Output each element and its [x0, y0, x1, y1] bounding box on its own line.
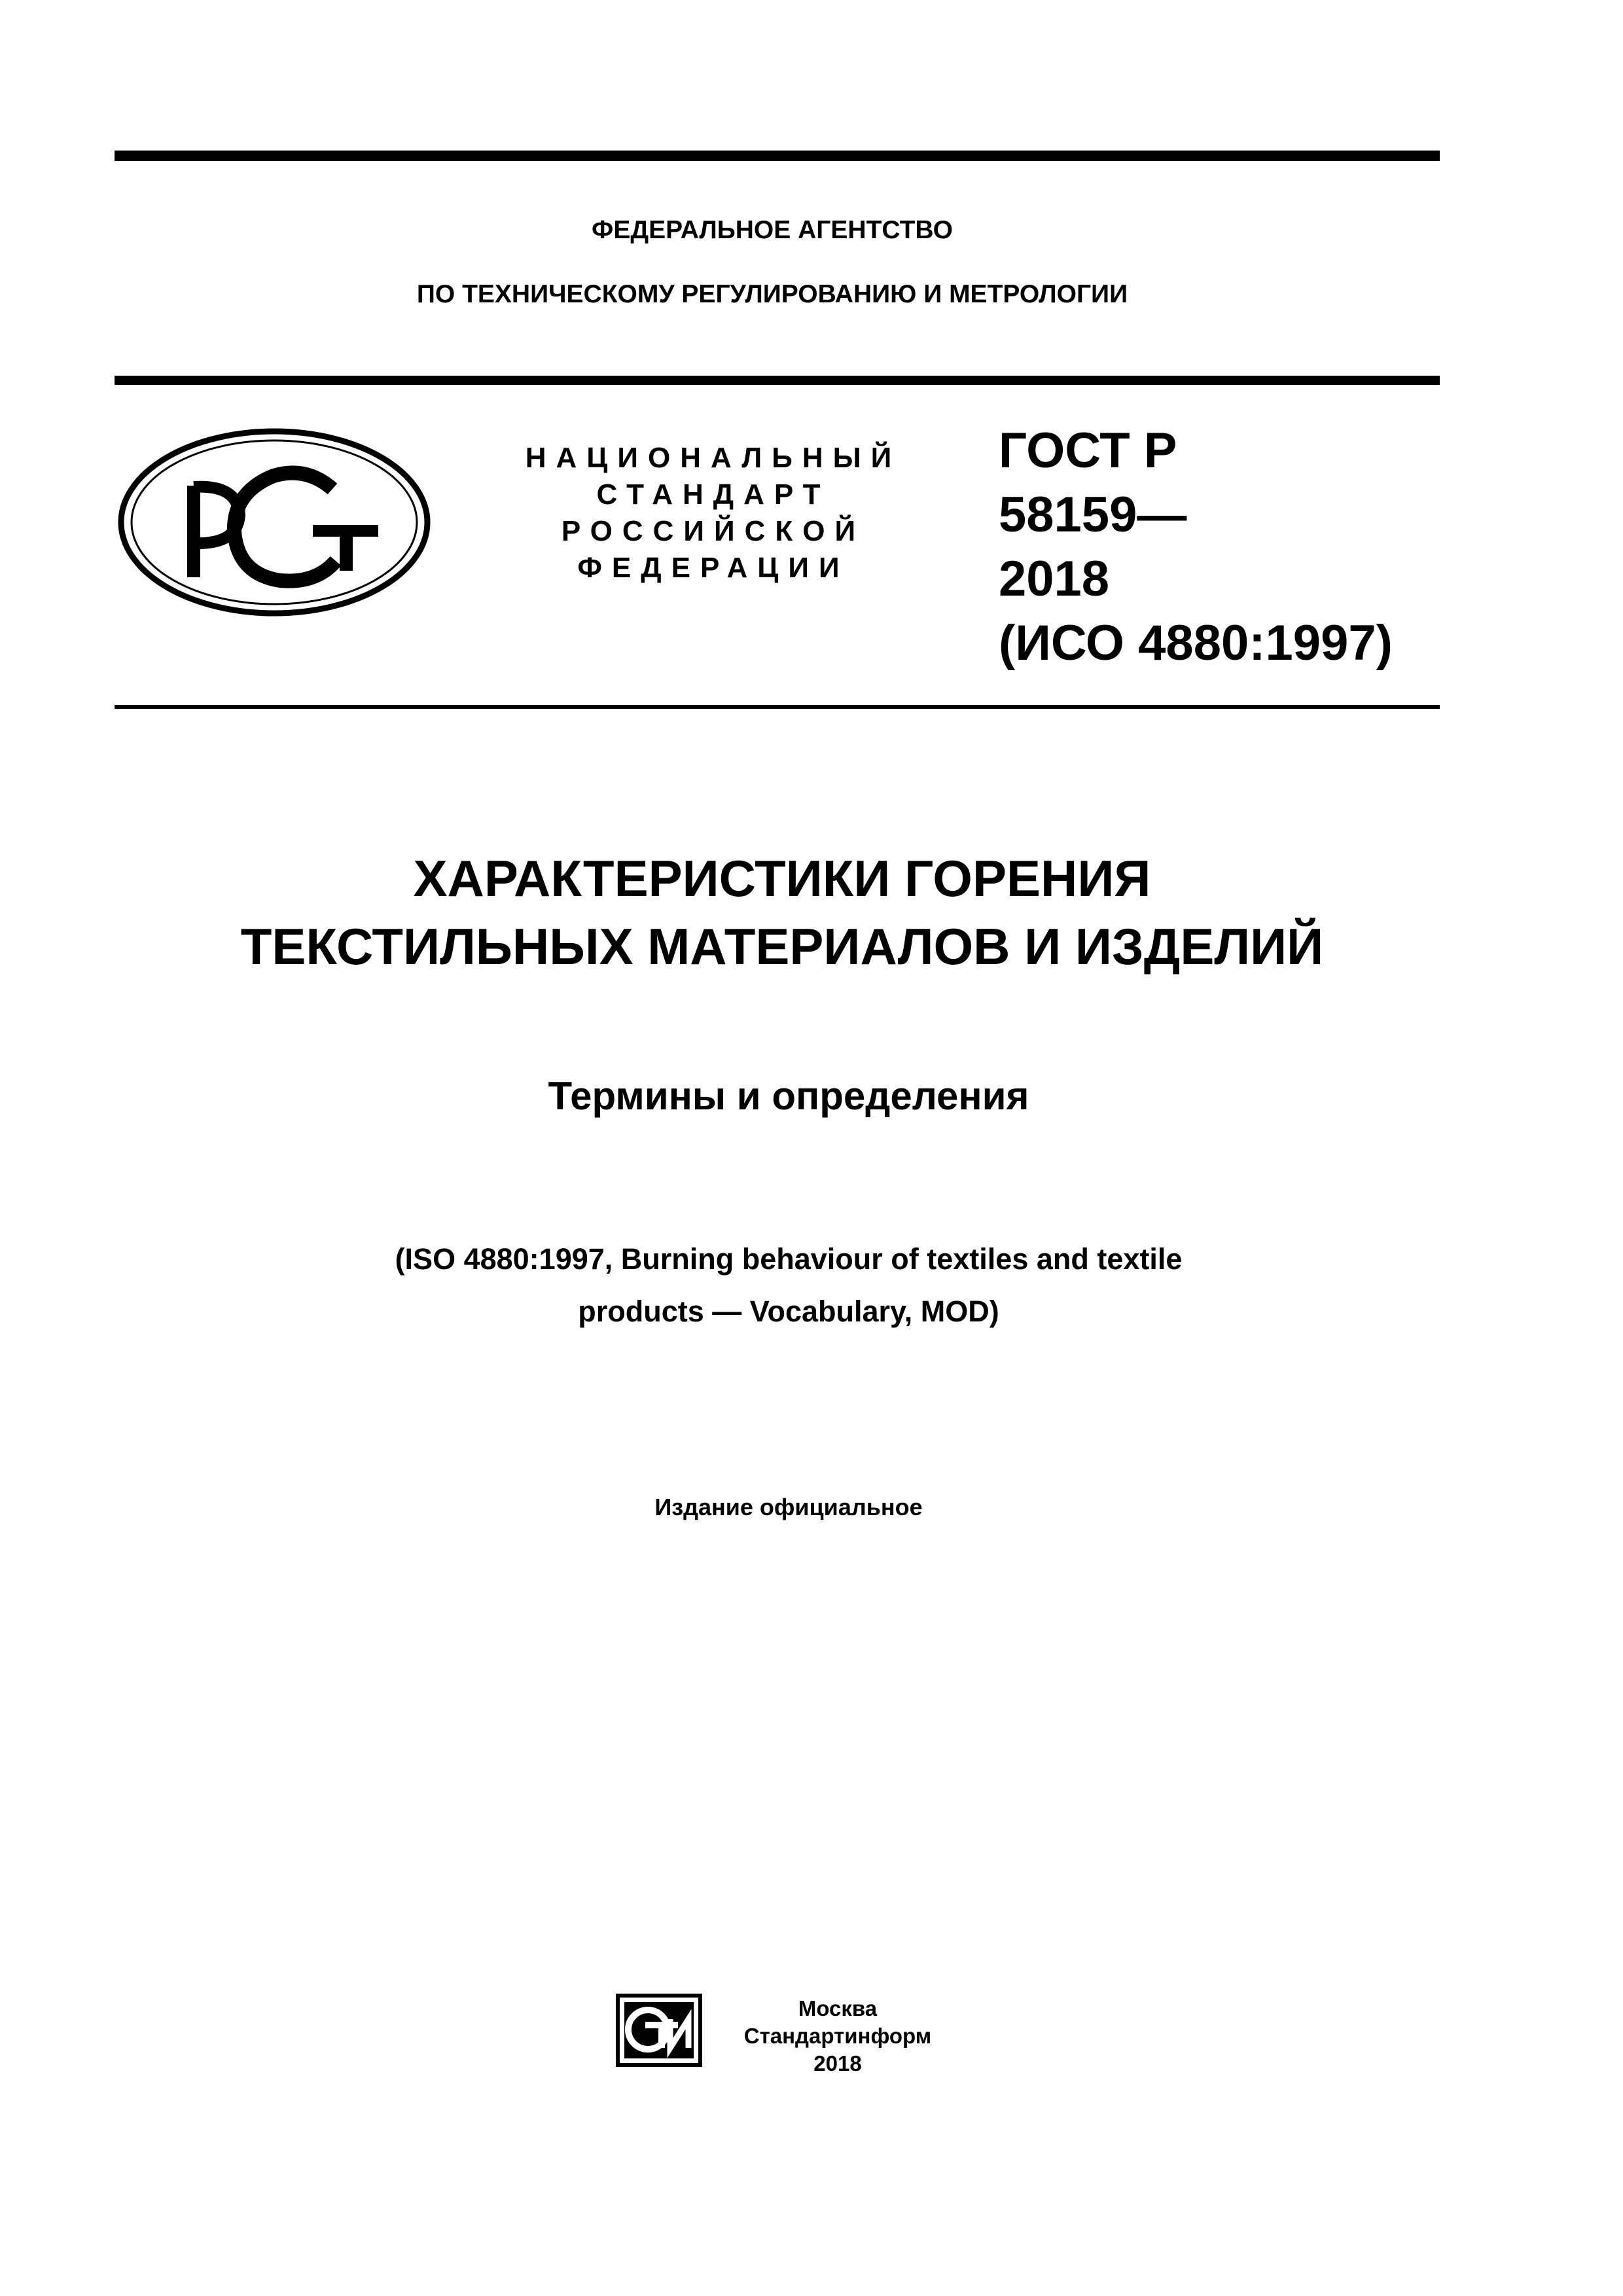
national-standard-line: РОССИЙСКОЙ: [561, 515, 866, 547]
iso-reference: [0, 1233, 1577, 1338]
standartinform-logo-icon: [615, 1993, 707, 2070]
document-subtitle: Термины и определения: [548, 1074, 1029, 1118]
national-standard-line: ФЕДЕРАЦИИ: [577, 552, 849, 584]
publisher-city: Москва: [798, 1996, 878, 2020]
designation-line: 2018: [999, 551, 1110, 607]
agency-line-2: ПО ТЕХНИЧЕСКОМУ РЕГУЛИРОВАНИЮ И МЕТРОЛОГИИ: [416, 280, 1128, 308]
publisher-block: [700, 1995, 975, 2077]
standard-designation: [999, 419, 1393, 675]
iso-reference-line-1: (ISO 4880:1997, Burning behaviour of textiles and textile: [395, 1242, 1183, 1276]
document-title: [0, 844, 1564, 980]
national-standard-line: НАЦИОНАЛЬНЫЙ: [525, 442, 902, 474]
rst-emblem-icon: [116, 427, 432, 618]
title-line-2: ТЕКСТИЛЬНЫХ МАТЕРИАЛОВ И ИЗДЕЛИЙ: [240, 918, 1324, 975]
title-line-1: ХАРАКТЕРИСТИКИ ГОРЕНИЯ: [413, 850, 1151, 907]
edition-note: Издание официальное: [654, 1494, 923, 1520]
designation-line: ГОСТ Р: [999, 423, 1177, 478]
designation-line: (ИСО 4880:1997): [999, 615, 1393, 671]
middle-rule: [115, 376, 1440, 385]
top-rule: [115, 151, 1440, 161]
iso-reference-line-2: products — Vocabulary, MOD): [578, 1295, 999, 1328]
national-standard-line: СТАНДАРТ: [596, 478, 830, 511]
publisher-name: Стандартинформ: [743, 2024, 932, 2048]
designation-line: 58159—: [999, 487, 1187, 543]
national-standard-block: [484, 440, 942, 586]
bottom-rule: [115, 705, 1440, 709]
publisher-year: 2018: [813, 2051, 862, 2075]
agency-line-1: ФЕДЕРАЛЬНОЕ АГЕНТСТВО: [592, 216, 953, 244]
